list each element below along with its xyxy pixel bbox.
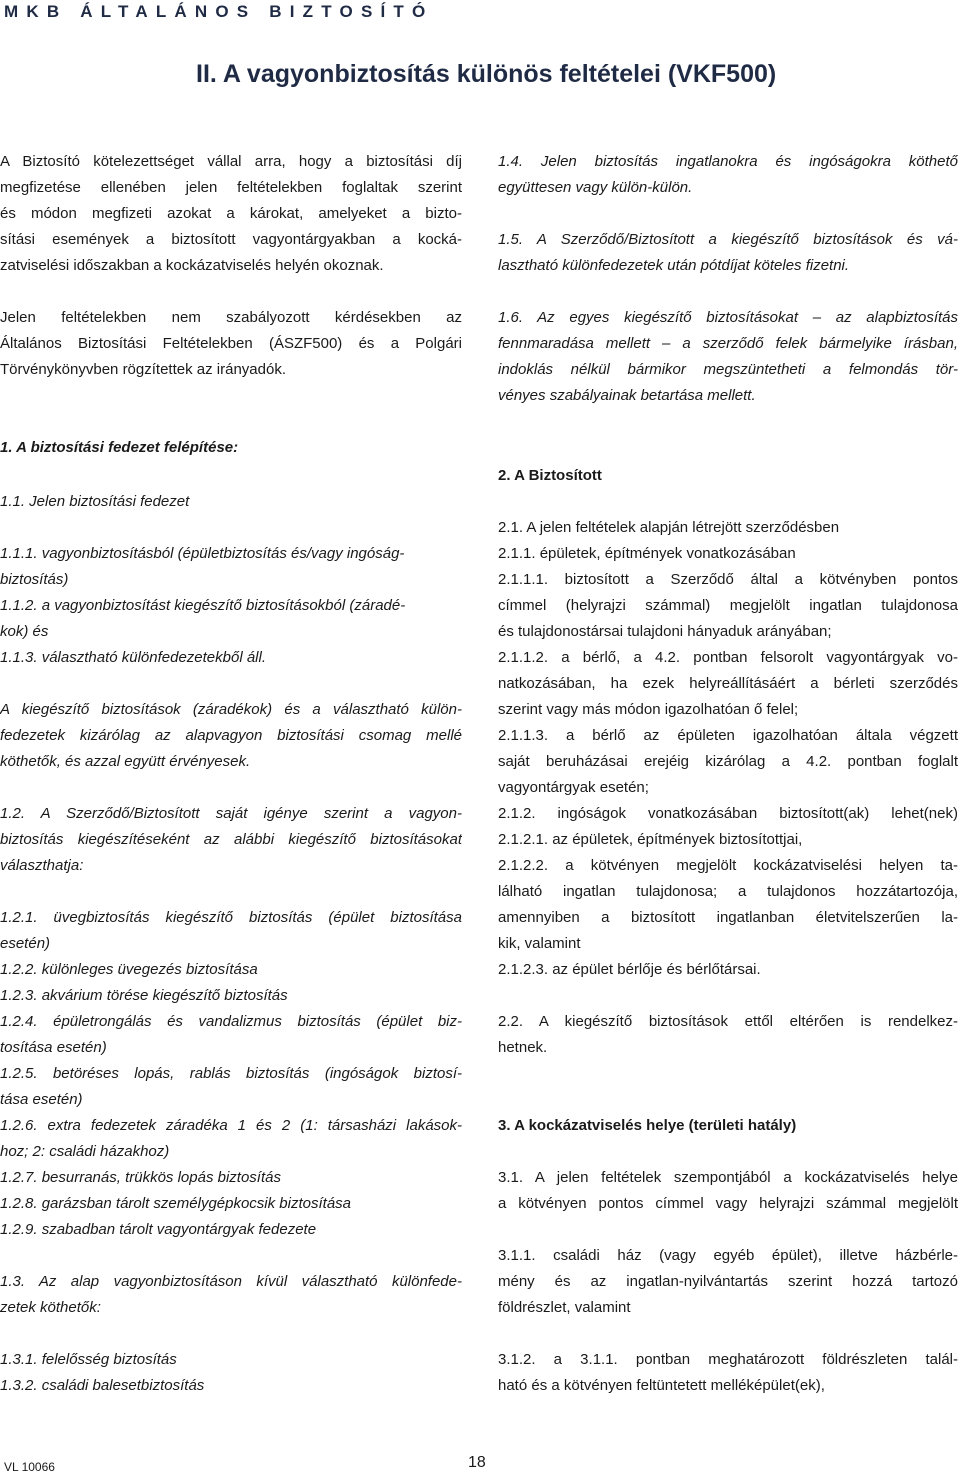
text-line: 1.2.6. extra fedezetek záradéka 1 és 2 (1: társasházi lakások- xyxy=(0,1117,462,1134)
text-line: kok) és xyxy=(0,623,49,640)
text-line: 1.2. A Szerződő/Biztosított saját igénye szerint a vagyon- xyxy=(0,805,462,822)
text-line: köthetők, és azzal együtt érvényesek. xyxy=(0,753,251,770)
text-line: 2.1.2.3. az épület bérlője és bérlőtársai. xyxy=(498,961,761,978)
text-line: natkozásában, ha ezek helyreállításáért a bérleti szerződés xyxy=(498,675,958,692)
text-line: biztosítás kiegészítéseként az alábbi kiegészítő biztosításokat xyxy=(0,831,462,848)
text-line: 1.3. Az alap vagyonbiztosításon kívül választható különfede- xyxy=(0,1273,462,1290)
text-line: szerint vagy más módon igazolhatóan ő felel; xyxy=(498,701,799,718)
text-line: együttesen vagy külön-külön. xyxy=(498,179,693,196)
text-line: hetnek. xyxy=(498,1039,548,1056)
text-line: 3. A kockázatviselés helye (területi hatály) xyxy=(498,1117,797,1134)
text-line: 1.2.2. különleges üvegezés biztosítása xyxy=(0,961,258,978)
text-line: fedezetek kizárólag az alapvagyon biztosítási csomag mellé xyxy=(0,727,462,744)
text-line: indoklás nélkül bármikor megszüntetheti a felmondás tör- xyxy=(498,361,958,378)
text-line: földrészlet, valamint xyxy=(498,1299,631,1316)
text-line: 1.1.2. a vagyonbiztosítást kiegészítő biztosításokból (záradé- xyxy=(0,597,406,614)
text-line: 3.1. A jelen feltételek szempontjából a kockázatviselés helye xyxy=(498,1169,958,1186)
text-line: választhatja: xyxy=(0,857,84,874)
text-line: megfizetése ellenében jelen feltételekben foglaltak szerint xyxy=(0,179,462,196)
text-line: kik, valamint xyxy=(498,935,581,952)
text-line: 2.1.1.1. biztosított a Szerződő által a kötvényben pontos xyxy=(498,571,958,588)
text-line: lálható ingatlan tulajdonosa; a tulajdonos hozzátartozója, xyxy=(498,883,958,900)
text-line: Általános Biztosítási Feltételekben (ÁSZF500) és a Polgári xyxy=(0,335,462,352)
text-line: 3.1.2. a 3.1.1. pontban meghatározott földrészleten talál- xyxy=(498,1351,958,1368)
text-line: 2.2. A kiegészítő biztosítások ettől eltérően is rendelkez- xyxy=(498,1013,958,1030)
text-line: A kiegészítő biztosítások (záradékok) és a választható külön- xyxy=(0,701,462,718)
text-line: Jelen feltételekben nem szabályozott kérdésekben az xyxy=(0,309,462,326)
text-line: 2.1.2.1. az épületek, építmények biztosítottjai, xyxy=(498,831,803,848)
text-line: fennmaradása mellett – a szerződő felek bármelyike írásban, xyxy=(498,335,958,352)
text-line: tása esetén) xyxy=(0,1091,83,1108)
text-line: 1.2.1. üvegbiztosítás kiegészítő biztosítás (épület biztosítása xyxy=(0,909,462,926)
text-line: 2. A Biztosított xyxy=(498,467,602,484)
text-line: 1.4. Jelen biztosítás ingatlanokra és ingóságokra köthető xyxy=(498,153,958,170)
text-line: Törvénykönyvben rögzítettek az irányadók. xyxy=(0,361,286,378)
text-line: 1.1. Jelen biztosítási fedezet xyxy=(0,493,190,510)
text-line: 1.2.5. betöréses lopás, rablás biztosítás (ingóságok biztosí- xyxy=(0,1065,462,1082)
text-line: lasztható különfedezetek után pótdíjat köteles fizetni. xyxy=(498,257,850,274)
text-line: 1.3.2. családi balesetbiztosítás xyxy=(0,1377,205,1394)
text-line: 1.1.3. választható különfedezetekből áll. xyxy=(0,649,267,666)
text-line: a kötvényen pontos címmel vagy helyrajzi számmal megjelölt xyxy=(498,1195,958,1212)
text-line: ható és a kötvényen feltüntetett melléképület(ek), xyxy=(498,1377,825,1394)
text-line: 1.2.4. épületrongálás és vandalizmus biztosítás (épület biz- xyxy=(0,1013,462,1030)
text-line: tosítása esetén) xyxy=(0,1039,107,1056)
text-line: és módon megfizeti azokat a károkat, amelyeket a bizto- xyxy=(0,205,462,222)
text-line: sítási események a biztosított vagyontárgyakban a kocká- xyxy=(0,231,462,248)
text-line: 3.1.1. családi ház (vagy egyéb épület), illetve házbérle- xyxy=(498,1247,958,1264)
text-line: 2.1.1.2. a bérlő, a 4.2. pontban felsorolt vagyontárgyak vo- xyxy=(498,649,958,666)
text-line: 2.1.2.2. a kötvényen megjelölt kockázatviselési helyen ta- xyxy=(498,857,958,874)
text-line: 1.2.3. akvárium törése kiegészítő biztosítás xyxy=(0,987,288,1004)
text-line: zatviselési időszakban a kockázatviselés helyén okoznak. xyxy=(0,257,384,274)
page-number: 18 xyxy=(468,1454,486,1471)
text-line: 1.6. Az egyes kiegészítő biztosításokat – az alapbiztosítás xyxy=(498,309,958,326)
document-header: MKB ÁLTALÁNOS BIZTOSÍTÓ xyxy=(4,2,434,21)
text-line: 1. A biztosítási fedezet felépítése: xyxy=(0,439,239,456)
text-line: 2.1.1.3. a bérlő az épületen igazolhatóan általa végzett xyxy=(498,727,958,744)
text-line: 1.5. A Szerződő/Biztosított a kiegészítő biztosítások és vá- xyxy=(498,231,958,248)
document-code: VL 10066 xyxy=(4,1460,55,1474)
text-line: 2.1.1. épületek, építmények vonatkozásában xyxy=(498,545,796,562)
text-line: 1.2.8. garázsban tárolt személygépkocsik biztosítása xyxy=(0,1195,352,1212)
text-line: zetek köthetők: xyxy=(0,1299,101,1316)
text-line: vényes szabályainak betartása mellett. xyxy=(498,387,756,404)
text-line: saját beruházásai erejéig kizárólag a 4.2. pontban foglalt xyxy=(498,753,958,770)
text-line: hoz; 2: családi házakhoz) xyxy=(0,1143,170,1160)
text-line: címmel (helyrajzi számmal) megjelölt ingatlan tulajdonosa xyxy=(498,597,958,614)
text-line: 1.1.1. vagyonbiztosításból (épületbiztosítás és/vagy ingóság- xyxy=(0,545,405,562)
text-line: mény és az ingatlan-nyilvántartás szerint hozzá tartozó xyxy=(498,1273,958,1290)
text-line: 1.2.7. besurranás, trükkös lopás biztosítás xyxy=(0,1169,281,1186)
text-line: 2.1.2. ingóságok vonatkozásában biztosított(ak) lehet(nek) xyxy=(498,805,958,822)
text-line: biztosítás) xyxy=(0,571,69,588)
text-line: 1.2.9. szabadban tárolt vagyontárgyak fedezete xyxy=(0,1221,317,1238)
section-title: II. A vagyonbiztosítás különös feltételei (VKF500) xyxy=(196,60,777,88)
text-line: 2.1. A jelen feltételek alapján létrejött szerződésben xyxy=(498,519,840,536)
text-line: amennyiben a biztosított ingatlanban életvitelszerűen la- xyxy=(498,909,958,926)
text-line: A Biztosító kötelezettséget vállal arra, hogy a biztosítási díj xyxy=(0,153,462,170)
text-line: esetén) xyxy=(0,935,51,952)
text-line: és tulajdonostársai tulajdoni hányaduk arányában; xyxy=(498,623,832,640)
text-line: vagyontárgyak esetén; xyxy=(498,779,649,796)
text-line: 1.3.1. felelősség biztosítás xyxy=(0,1351,177,1368)
